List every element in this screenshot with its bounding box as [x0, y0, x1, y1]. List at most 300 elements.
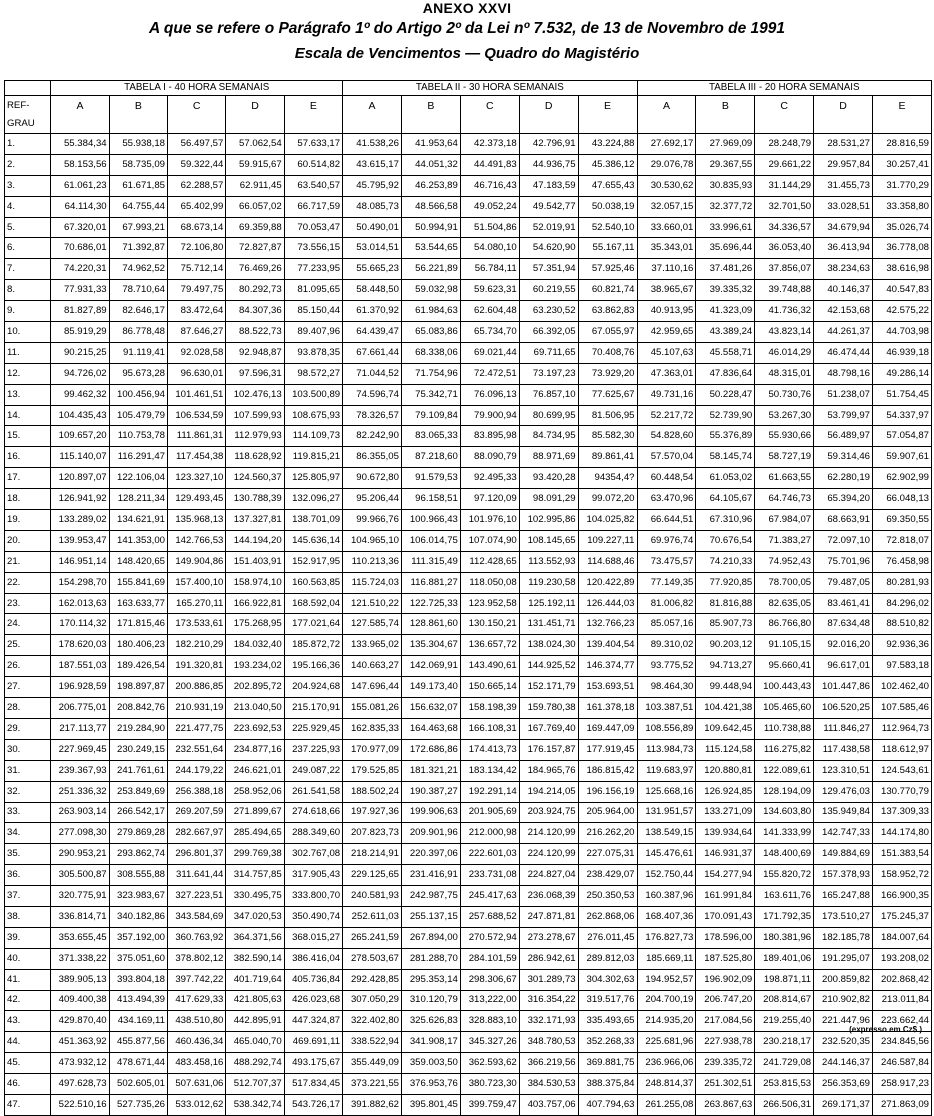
salary-cell: 455.877,56 — [109, 1032, 167, 1053]
salary-cell: 274.618,66 — [284, 802, 342, 823]
salary-cell: 152.750,44 — [637, 865, 696, 886]
ref-grade-cell: 42. — [5, 990, 51, 1011]
salary-cell: 158.952,72 — [873, 865, 932, 886]
salary-table-container — [4, 80, 932, 1116]
salary-cell: 55.167,11 — [578, 238, 637, 259]
salary-cell: 155.081,26 — [343, 698, 402, 719]
salary-cell: 30.835,93 — [696, 175, 755, 196]
salary-cell: 52.540,10 — [578, 217, 637, 238]
salary-cell: 43.389,24 — [696, 322, 755, 343]
salary-cell: 192.291,14 — [460, 781, 519, 802]
corner-cell — [5, 81, 51, 96]
ref-grade-cell: 34. — [5, 823, 51, 844]
salary-cell: 159.780,38 — [519, 698, 578, 719]
salary-cell: 97.120,09 — [460, 489, 519, 510]
salary-cell: 276.011,45 — [578, 927, 637, 948]
salary-cell: 350.490,74 — [284, 906, 342, 927]
salary-cell: 120.880,81 — [696, 760, 755, 781]
salary-cell: 102.462,40 — [873, 677, 932, 698]
salary-cell: 38.234,63 — [814, 259, 873, 280]
salary-cell: 230.218,17 — [755, 1032, 814, 1053]
salary-cell: 72.097,10 — [814, 530, 873, 551]
col-header-a: A — [343, 96, 402, 116]
salary-cell: 41.736,32 — [755, 301, 814, 322]
salary-cell: 72.106,80 — [168, 238, 226, 259]
salary-cell: 270.572,94 — [460, 927, 519, 948]
salary-cell: 61.061,23 — [51, 175, 109, 196]
salary-cell: 221.477,75 — [168, 718, 226, 739]
salary-cell: 204.924,68 — [284, 677, 342, 698]
grau-header: GRAU — [5, 115, 51, 134]
document-subtitle: Escala de Vencimentos — Quadro do Magistério — [294, 45, 640, 62]
salary-cell: 299.769,38 — [226, 844, 284, 865]
salary-cell: 58.145,74 — [696, 447, 755, 468]
salary-cell: 64.439,47 — [343, 322, 402, 343]
salary-cell: 460.436,34 — [168, 1032, 226, 1053]
salary-cell: 135.304,67 — [401, 635, 460, 656]
salary-cell: 98.572,27 — [284, 363, 342, 384]
salary-cell: 341.908,17 — [401, 1032, 460, 1053]
ref-grade-cell: 20. — [5, 530, 51, 551]
salary-cell: 52.019,91 — [519, 217, 578, 238]
salary-cell: 89.861,41 — [578, 447, 637, 468]
salary-cell: 184.032,40 — [226, 635, 284, 656]
salary-cell: 86.766,80 — [755, 614, 814, 635]
ref-grade-cell: 9. — [5, 301, 51, 322]
salary-cell: 81.827,89 — [51, 301, 109, 322]
ref-grade-cell: 11. — [5, 342, 51, 363]
salary-cell: 48.798,16 — [814, 363, 873, 384]
salary-cell: 29.076,78 — [637, 154, 696, 175]
salary-cell: 76.096,13 — [460, 384, 519, 405]
salary-cell: 368.015,27 — [284, 927, 342, 948]
salary-cell: 81.006,82 — [637, 593, 696, 614]
salary-cell: 144.925,52 — [519, 656, 578, 677]
salary-cell: 33.028,51 — [814, 196, 873, 217]
salary-cell: 146.931,37 — [696, 844, 755, 865]
ref-grade-cell: 27. — [5, 677, 51, 698]
table-row — [5, 405, 932, 426]
salary-cell: 138.024,30 — [519, 635, 578, 656]
salary-cell: 105.465,60 — [755, 698, 814, 719]
salary-cell: 543.726,17 — [284, 1094, 342, 1115]
salary-cell: 256.353,69 — [814, 1074, 873, 1095]
table-row — [5, 342, 932, 363]
salary-cell: 313,222,00 — [460, 990, 519, 1011]
salary-cell: 442.895,91 — [226, 1011, 284, 1032]
salary-cell: 52.739,90 — [696, 405, 755, 426]
salary-cell: 158.198,39 — [460, 698, 519, 719]
salary-cell: 190.387,27 — [401, 781, 460, 802]
salary-cell: 177.919,45 — [578, 739, 637, 760]
salary-cell: 112.428,65 — [460, 551, 519, 572]
salary-cell: 273.278,67 — [519, 927, 578, 948]
salary-cell: 69.976,74 — [637, 530, 696, 551]
table-row — [5, 948, 932, 969]
ref-grade-cell: 6. — [5, 238, 51, 259]
salary-cell: 451.363,92 — [51, 1032, 109, 1053]
salary-cell: 185.872,72 — [284, 635, 342, 656]
salary-cell: 133.965,02 — [343, 635, 402, 656]
salary-cell: 166.108,31 — [460, 718, 519, 739]
ref-header: REF- — [5, 96, 51, 116]
salary-cell: 271.863,09 — [873, 1094, 932, 1115]
salary-cell: 109.657,20 — [51, 426, 109, 447]
salary-cell: 73.556,15 — [284, 238, 342, 259]
salary-cell: 108.145,65 — [519, 530, 578, 551]
salary-cell: 59.322,44 — [168, 154, 226, 175]
salary-cell: 51.504,86 — [460, 217, 519, 238]
salary-cell: 61.671,85 — [109, 175, 167, 196]
salary-cell: 67.320,01 — [51, 217, 109, 238]
salary-cell: 125.805,97 — [284, 468, 342, 489]
salary-cell: 340.182,86 — [109, 906, 167, 927]
salary-cell: 60.219,55 — [519, 280, 578, 301]
ref-grade-cell: 32. — [5, 781, 51, 802]
salary-cell: 66.392,05 — [519, 322, 578, 343]
salary-cell: 55.376,89 — [696, 426, 755, 447]
salary-cell: 232.551,64 — [168, 739, 226, 760]
salary-cell: 87.218,60 — [401, 447, 460, 468]
salary-cell: 263.867,63 — [696, 1094, 755, 1115]
header-spacer — [755, 115, 814, 134]
salary-cell: 507.631,06 — [168, 1074, 226, 1095]
salary-cell: 320.775,91 — [51, 886, 109, 907]
header-spacer — [637, 115, 696, 134]
salary-cell: 130.770,79 — [873, 781, 932, 802]
salary-cell: 123.327,10 — [168, 468, 226, 489]
salary-cell: 178.620,03 — [51, 635, 109, 656]
table-row — [5, 593, 932, 614]
salary-cell: 42.575,22 — [873, 301, 932, 322]
salary-cell: 165.247,88 — [814, 886, 873, 907]
salary-cell: 194.952,57 — [637, 969, 696, 990]
salary-cell: 63.470,96 — [637, 489, 696, 510]
salary-cell: 35.696,44 — [696, 238, 755, 259]
salary-cell: 538.342,74 — [226, 1094, 284, 1115]
salary-cell: 70.053,47 — [284, 217, 342, 238]
salary-cell: 152.917,95 — [284, 551, 342, 572]
salary-cell: 50.228,47 — [696, 384, 755, 405]
salary-cell: 64.755,44 — [109, 196, 167, 217]
salary-cell: 149.173,40 — [401, 677, 460, 698]
ref-grade-cell: 18. — [5, 489, 51, 510]
ref-grade-cell: 12. — [5, 363, 51, 384]
salary-cell: 250.350,53 — [578, 886, 637, 907]
salary-cell: 172.686,86 — [401, 739, 460, 760]
salary-cell: 96.630,01 — [168, 363, 226, 384]
salary-cell: 136.657,72 — [460, 635, 519, 656]
salary-cell: 204.700,19 — [637, 990, 696, 1011]
salary-cell: 116.275,82 — [755, 739, 814, 760]
salary-cell: 409.400,38 — [51, 990, 109, 1011]
salary-cell: 223.662,44 — [873, 1011, 932, 1032]
salary-cell: 131.951,57 — [637, 802, 696, 823]
col-header-b: B — [109, 96, 167, 116]
salary-cell: 64.105,67 — [696, 489, 755, 510]
salary-cell: 56.784,11 — [460, 259, 519, 280]
header-spacer — [519, 115, 578, 134]
salary-cell: 156.632,07 — [401, 698, 460, 719]
ref-grade-cell: 24. — [5, 614, 51, 635]
salary-cell: 163.633,77 — [109, 593, 167, 614]
salary-cell: 380.723,30 — [460, 1074, 519, 1095]
salary-cell: 29.367,55 — [696, 154, 755, 175]
salary-cell: 96.158,51 — [401, 489, 460, 510]
table-row — [5, 217, 932, 238]
salary-cell: 253.815,53 — [755, 1074, 814, 1095]
salary-cell: 133.271,09 — [696, 802, 755, 823]
salary-cell: 357.192,00 — [109, 927, 167, 948]
salary-cell: 36.053,40 — [755, 238, 814, 259]
salary-cell: 115.724,03 — [343, 572, 402, 593]
salary-cell: 79.109,84 — [401, 405, 460, 426]
salary-cell: 279.869,28 — [109, 823, 167, 844]
salary-cell: 29.661,22 — [755, 154, 814, 175]
header-spacer — [109, 115, 167, 134]
salary-cell: 290.953,21 — [51, 844, 109, 865]
salary-cell: 58.153,56 — [51, 154, 109, 175]
salary-cell: 67.055,97 — [578, 322, 637, 343]
salary-cell: 47.183,59 — [519, 175, 578, 196]
salary-cell: 171.792,35 — [755, 906, 814, 927]
salary-cell: 388.375,84 — [578, 1074, 637, 1095]
salary-cell: 43.823,14 — [755, 322, 814, 343]
salary-cell: 62.604,48 — [460, 301, 519, 322]
salary-cell: 362.593,62 — [460, 1053, 519, 1074]
salary-cell: 227.938,78 — [696, 1032, 755, 1053]
salary-cell: 141.353,00 — [109, 530, 167, 551]
salary-cell: 148.400,69 — [755, 844, 814, 865]
table-row — [5, 1011, 932, 1032]
salary-cell: 215.170,91 — [284, 698, 342, 719]
salary-cell: 40.146,37 — [814, 280, 873, 301]
salary-cell: 241.761,61 — [109, 760, 167, 781]
salary-cell: 44.703,98 — [873, 322, 932, 343]
salary-cell: 225.929,45 — [284, 718, 342, 739]
salary-cell: 119.230,58 — [519, 572, 578, 593]
ref-grade-cell: 14. — [5, 405, 51, 426]
salary-cell: 522.510,16 — [51, 1094, 109, 1115]
ref-grade-cell: 17. — [5, 468, 51, 489]
col-header-e: E — [284, 96, 342, 116]
salary-cell: 201.905,69 — [460, 802, 519, 823]
table-row — [5, 823, 932, 844]
table-row — [5, 384, 932, 405]
salary-cell: 107.585,46 — [873, 698, 932, 719]
salary-cell: 199.906,63 — [401, 802, 460, 823]
salary-cell: 229.125,65 — [343, 865, 402, 886]
salary-cell: 202.868,42 — [873, 969, 932, 990]
salary-cell: 186.815,42 — [578, 760, 637, 781]
salary-cell: 154.298,70 — [51, 572, 109, 593]
salary-cell: 114.688,46 — [578, 551, 637, 572]
salary-cell: 181.321,21 — [401, 760, 460, 781]
salary-cell: 28.816,59 — [873, 134, 932, 155]
salary-cell: 30.257,41 — [873, 154, 932, 175]
salary-cell: 34.336,57 — [755, 217, 814, 238]
salary-cell: 343.584,69 — [168, 906, 226, 927]
salary-cell: 512.707,37 — [226, 1074, 284, 1095]
salary-cell: 145.476,61 — [637, 844, 696, 865]
salary-scale-table — [4, 80, 932, 1116]
salary-cell: 74.962,52 — [109, 259, 167, 280]
salary-cell: 85.150,44 — [284, 301, 342, 322]
salary-cell: 37.110,16 — [637, 259, 696, 280]
salary-cell: 79.487,05 — [814, 572, 873, 593]
salary-cell: 92.948,87 — [226, 342, 284, 363]
salary-cell: 32.701,50 — [755, 196, 814, 217]
table-row — [5, 280, 932, 301]
salary-cell: 206.747,20 — [696, 990, 755, 1011]
salary-cell: 125.192,11 — [519, 593, 578, 614]
salary-cell: 261.541,58 — [284, 781, 342, 802]
salary-cell: 57.054,87 — [873, 426, 932, 447]
salary-cell: 132.096,27 — [284, 489, 342, 510]
salary-cell: 33.660,01 — [637, 217, 696, 238]
salary-cell: 336.814,71 — [51, 906, 109, 927]
salary-cell: 473.932,12 — [51, 1053, 109, 1074]
salary-cell: 101.976,10 — [460, 510, 519, 531]
salary-cell: 255.137,15 — [401, 906, 460, 927]
salary-cell: 213.040,50 — [226, 698, 284, 719]
ref-grade-cell: 39. — [5, 927, 51, 948]
salary-cell: 66.717,59 — [284, 196, 342, 217]
salary-cell: 126.444,03 — [578, 593, 637, 614]
salary-cell: 64.746,73 — [755, 489, 814, 510]
salary-cell: 180.406,23 — [109, 635, 167, 656]
salary-cell: 236.966,06 — [637, 1053, 696, 1074]
salary-cell: 373.221,55 — [343, 1074, 402, 1095]
salary-cell: 61.053,02 — [696, 468, 755, 489]
salary-cell: 359.003,50 — [401, 1053, 460, 1074]
salary-cell: 80.281,93 — [873, 572, 932, 593]
salary-cell: 56.497,57 — [168, 134, 226, 155]
salary-cell: 323.983,67 — [109, 886, 167, 907]
salary-cell: 397.742,22 — [168, 969, 226, 990]
salary-cell: 248.814,37 — [637, 1074, 696, 1095]
salary-cell: 108.675,93 — [284, 405, 342, 426]
salary-cell: 179.525,85 — [343, 760, 402, 781]
salary-cell: 393.804,18 — [109, 969, 167, 990]
salary-cell: 182.185,78 — [814, 927, 873, 948]
salary-cell: 84.296,02 — [873, 593, 932, 614]
salary-cell: 142.766,53 — [168, 530, 226, 551]
salary-cell: 173.510,27 — [814, 906, 873, 927]
ref-grade-cell: 15. — [5, 426, 51, 447]
salary-cell: 163.611,76 — [755, 886, 814, 907]
salary-cell: 78.700,05 — [755, 572, 814, 593]
ref-grade-cell: 23. — [5, 593, 51, 614]
table-row — [5, 886, 932, 907]
table-row — [5, 551, 932, 572]
salary-cell: 360.763,92 — [168, 927, 226, 948]
salary-cell: 214.935,20 — [637, 1011, 696, 1032]
salary-cell: 111.861,31 — [168, 426, 226, 447]
salary-cell: 70.676,54 — [696, 530, 755, 551]
salary-cell: 93.878,35 — [284, 342, 342, 363]
salary-cell: 90.215,25 — [51, 342, 109, 363]
salary-cell: 28.531,27 — [814, 134, 873, 155]
salary-cell: 138.701,09 — [284, 510, 342, 531]
salary-cell: 143.490,61 — [460, 656, 519, 677]
salary-cell: 139.934,64 — [696, 823, 755, 844]
salary-cell: 92.016,20 — [814, 635, 873, 656]
salary-cell: 333.800,70 — [284, 886, 342, 907]
salary-cell: 76.469,26 — [226, 259, 284, 280]
salary-cell: 69.021,44 — [460, 342, 519, 363]
salary-cell: 58.727,19 — [755, 447, 814, 468]
ref-grade-cell: 33. — [5, 802, 51, 823]
salary-cell: 54.620,90 — [519, 238, 578, 259]
salary-cell: 322.402,80 — [343, 1011, 402, 1032]
group-header-tabela-ii: TABELA II - 30 HORA SEMANAIS — [343, 81, 637, 96]
salary-cell: 129.493,45 — [168, 489, 226, 510]
salary-cell: 174.413,73 — [460, 739, 519, 760]
table-row — [5, 698, 932, 719]
salary-cell: 92.495,33 — [460, 468, 519, 489]
salary-cell: 54.828,60 — [637, 426, 696, 447]
salary-cell: 384.530,53 — [519, 1074, 578, 1095]
salary-cell: 417.629,33 — [168, 990, 226, 1011]
salary-cell: 301.289,73 — [519, 969, 578, 990]
header-spacer — [578, 115, 637, 134]
salary-cell: 284.101,59 — [460, 948, 519, 969]
salary-cell: 391.882,62 — [343, 1094, 402, 1115]
salary-cell: 67.984,07 — [755, 510, 814, 531]
salary-cell: 198.871,11 — [755, 969, 814, 990]
salary-cell: 241.729,08 — [755, 1053, 814, 1074]
salary-cell: 149.884,69 — [814, 844, 873, 865]
salary-cell: 240.581,93 — [343, 886, 402, 907]
salary-cell: 38.965,67 — [637, 280, 696, 301]
salary-cell: 95.673,28 — [109, 363, 167, 384]
salary-cell: 134.603,80 — [755, 802, 814, 823]
salary-cell: 352.268,33 — [578, 1032, 637, 1053]
salary-cell: 421.805,63 — [226, 990, 284, 1011]
salary-cell: 97.596,31 — [226, 363, 284, 384]
salary-cell: 108.556,89 — [637, 718, 696, 739]
salary-cell: 281.288,70 — [401, 948, 460, 969]
salary-cell: 79.497,75 — [168, 280, 226, 301]
salary-cell: 100.443,43 — [755, 677, 814, 698]
salary-cell: 527.735,26 — [109, 1094, 167, 1115]
salary-cell: 110.738,88 — [755, 718, 814, 739]
salary-cell: 80.699,95 — [519, 405, 578, 426]
salary-cell: 40.547,83 — [873, 280, 932, 301]
salary-cell: 161.991,84 — [696, 886, 755, 907]
salary-cell: 502.605,01 — [109, 1074, 167, 1095]
group-header-row — [5, 81, 932, 96]
salary-cell: 41.323,09 — [696, 301, 755, 322]
salary-cell: 80.292,73 — [226, 280, 284, 301]
salary-cell: 465.040,70 — [226, 1032, 284, 1053]
salary-cell: 134.621,91 — [109, 510, 167, 531]
salary-cell: 27.969,09 — [696, 134, 755, 155]
salary-cell: 305.500,87 — [51, 865, 109, 886]
salary-cell: 71.044,52 — [343, 363, 402, 384]
salary-cell: 92.028,58 — [168, 342, 226, 363]
salary-cell: 75.712,14 — [168, 259, 226, 280]
salary-cell: 348.780,53 — [519, 1032, 578, 1053]
header-spacer — [51, 115, 109, 134]
salary-cell: 42.373,18 — [460, 134, 519, 155]
salary-cell: 157.400,10 — [168, 572, 226, 593]
salary-cell: 208.842,76 — [109, 698, 167, 719]
salary-cell: 61.984,63 — [401, 301, 460, 322]
salary-cell: 345.327,26 — [460, 1032, 519, 1053]
header-spacer — [814, 115, 873, 134]
